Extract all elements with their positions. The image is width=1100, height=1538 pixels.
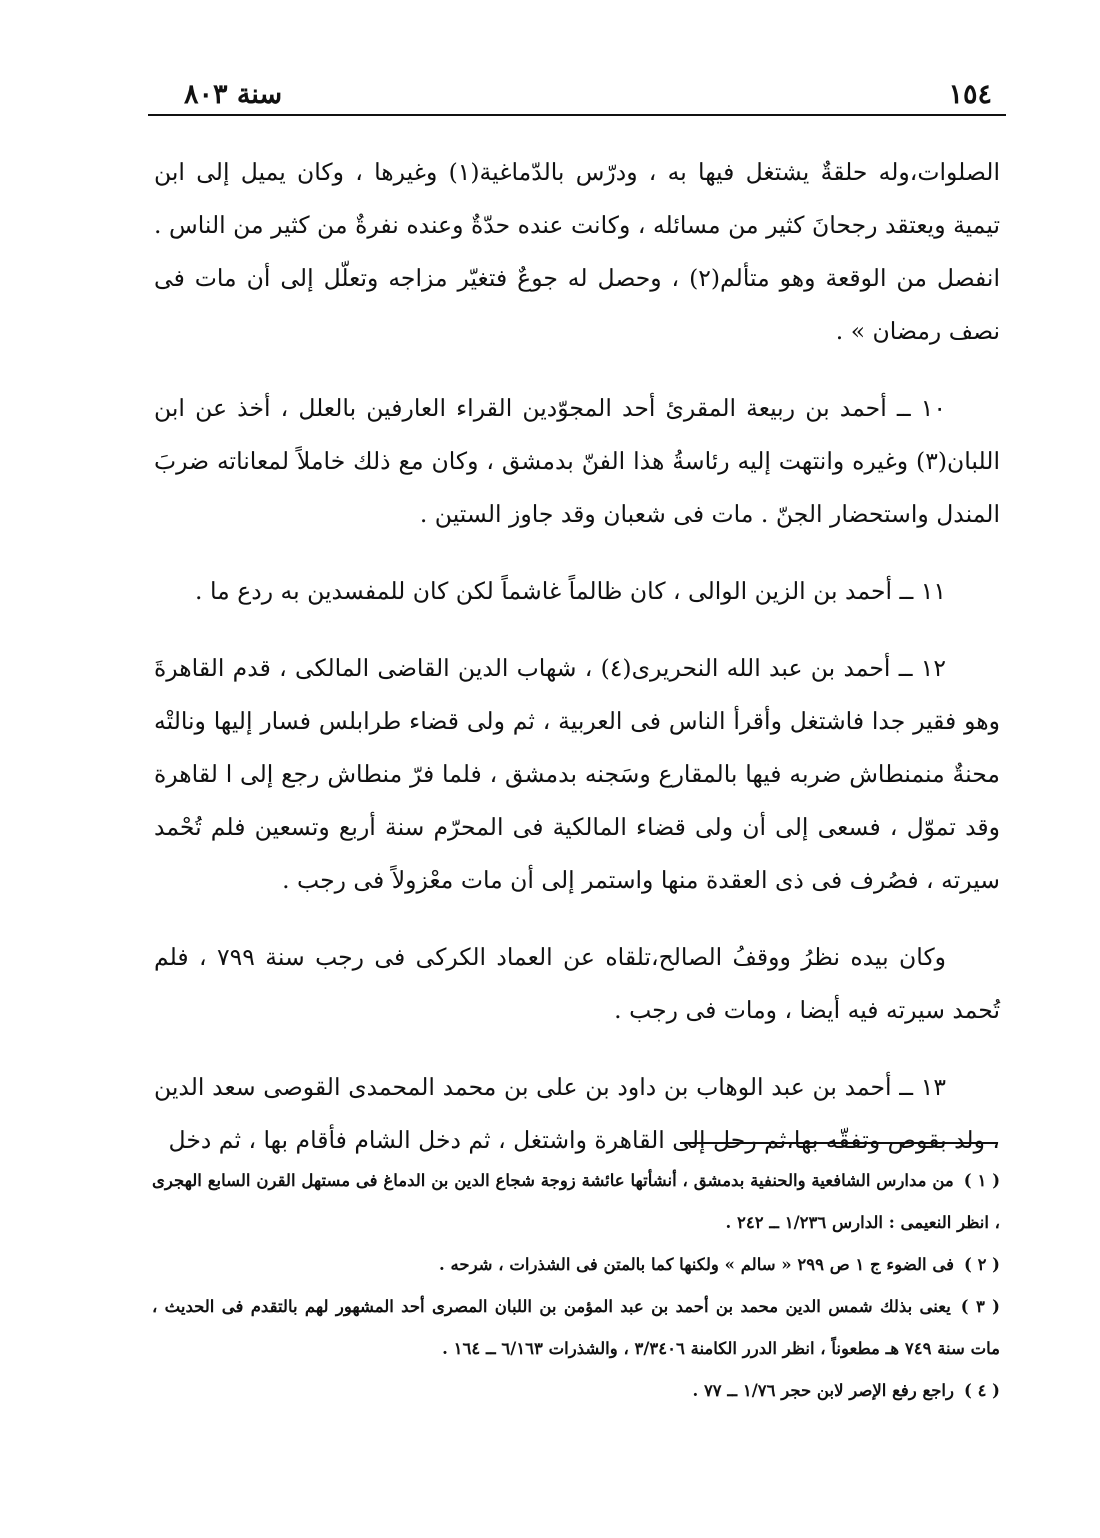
footnote-number: ( ٤ ) (964, 1381, 1000, 1400)
footnote-number: ( ١ ) (963, 1171, 1001, 1190)
paragraph-continuation: الصلوات،وله حلقةٌ يشتغل فيها به ، ودرّس بالدّماغية(١) وغيرها ، وكان يميل إلى ابن تيمية ويعتقد رجحانَ كثير من مسائله ، وكانت عنده حدّةٌ وعنده نفرةٌ من كثير من الناس . انفصل من الوقعة وهو متألم(٢) ، وحصل له جوعٌ فتغيّر مزاجه وتعلّل إلى أن مات فى نصف رمضان » . (154, 158, 1000, 345)
footnote-3 (152, 1286, 1000, 1370)
entry-10: ١٠ ــ أحمد بن ربيعة المقرئ أحد المجوّدين القراء العارفين بالعلل ، أخذ عن ابن اللبان(٣) وغيره وانتهت إليه رئاسةُ هذا الفنّ بدمشق ، وكان مع ذلك خاملاً لمعاناته ضربَ المندل واستحضار الجنّ . مات فى شعبان وقد جاوز الستين . (154, 394, 1000, 528)
entry-12-continued: وكان بيده نظرُ ووقفُ الصالح،تلقاه عن العماد الكركى فى رجب سنة ٧٩٩ ، فلم تُحمد سيرته فيه أيضا ، ومات فى رجب . (154, 943, 1000, 1024)
entry-12: ١٢ ــ أحمد بن عبد الله النحريرى(٤) ، شهاب الدين القاضى المالكى ، قدم القاهرةَ وهو فقير جدا فاشتغل وأقرأ الناس فى العربية ، ثم ولى قضاء طرابلس فسار إليها ونالتْه محنةٌ منمنطاش ضربه فيها بالمقارع وسَجنه بدمشق ، فلما فرّ منطاش رجع إلى ا لقاهرة وقد تموّل ، فسعى إلى أن ولى قضاء المالكية فى المحرّم سنة أربع وتسعين فلم تُحْمد سيرته ، فصُرف فى ذى العقدة منها واستمر إلى أن مات معْزولاً فى رجب . (154, 654, 1000, 894)
page-header (148, 70, 1006, 116)
footnote-4 (152, 1370, 1000, 1412)
footnote-number: ( ٢ ) (964, 1255, 1000, 1274)
footnote-text: يعنى بذلك شمس الدين محمد بن أحمد بن عبد المؤمن بن اللبان المصرى أحد المشهور لهم بالتقدم فى الحديث ، مات سنة ٧٤٩ هـ مطعوناً ، انظر الدرر الكامنة ٣/٣٤٠٦ ، والشذرات ٦/١٦٣ ــ ١٦٤ . (152, 1297, 1000, 1358)
footnote-text: من مدارس الشافعية والحنفية بدمشق ، أنشأتها عائشة زوجة شجاع الدين بن الدماغ فى مستهل القرن السابع الهجرى ، انظر النعيمى : الدارس ١/٢٣٦ ــ ٢٤٢ . (152, 1171, 1000, 1232)
footnote-divider (680, 1142, 998, 1144)
footnote-text: راجع رفع الإصر لابن حجر ١/٧٦ ــ ٧٧ . (692, 1381, 954, 1400)
entry-11: ١١ ــ أحمد بن الزين الوالى ، كان ظالماً غاشماً لكن كان للمفسدين به ردع ما . (195, 577, 946, 605)
footnotes (152, 1160, 1000, 1412)
entry-13: ١٣ ــ أحمد بن عبد الوهاب بن داود بن على بن محمد المحمدى القوصى سعد الدين ، ولد بقوص وتفقّه بها،ثم رحل إلى القاهرة واشتغل ، ثم دخل الشام فأقام بها ، ثم دخل (154, 1073, 1000, 1154)
page-number: ١٥٤ (948, 79, 992, 110)
footnote-text: فى الضوء ج ١ ص ٢٩٩ « سالم » ولكنها كما بالمتن فى الشذرات ، شرحه . (439, 1255, 954, 1274)
footnote-2 (152, 1244, 1000, 1286)
main-text (154, 146, 1000, 1167)
footnote-1 (152, 1160, 1000, 1244)
footnote-number: ( ٣ ) (960, 1297, 1000, 1316)
running-title-year: سنة ٨٠٣ (184, 79, 283, 110)
